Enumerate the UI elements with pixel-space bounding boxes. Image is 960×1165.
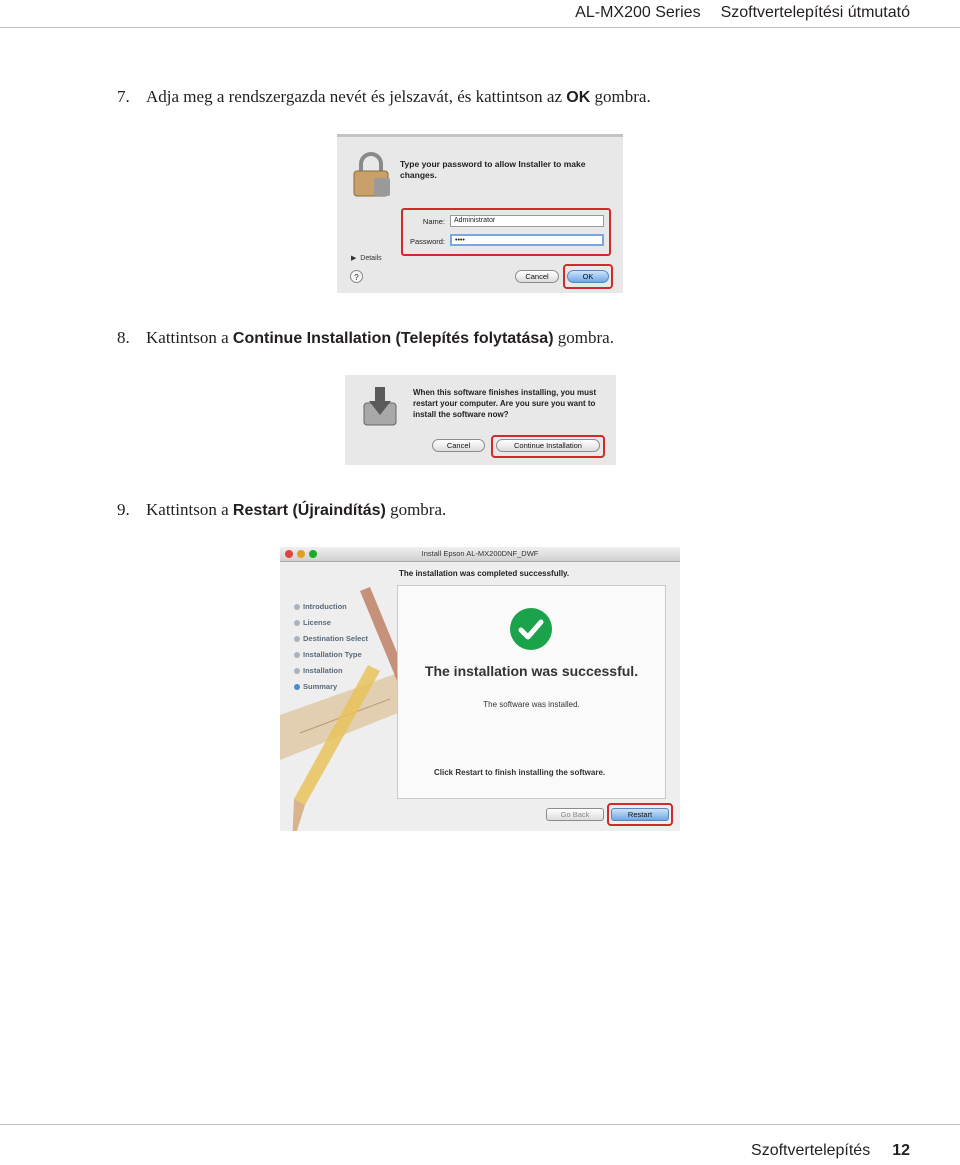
sidebar-item-introduction [294,602,347,611]
installer-disk-icon [361,385,399,427]
disclosure-triangle-icon: ▶ [351,255,357,262]
step-dot-icon [294,604,300,610]
sidebar-item-label: Installation Type [303,650,362,659]
cancel-button[interactable]: Cancel [515,270,559,283]
cancel-button[interactable]: Cancel [432,439,485,452]
installer-heading: The installation was completed successfully. [399,569,570,578]
installer-sidebar [280,585,398,831]
close-window-button[interactable] [285,550,293,558]
step-text: Kattintson a [146,500,233,519]
sidebar-item-license [294,618,331,627]
details-label: Details [360,255,382,262]
step-8 [117,328,614,348]
minimize-window-button[interactable] [297,550,305,558]
step-9 [117,500,446,520]
step-number: 8. [117,328,130,347]
password-label: Password: [409,237,445,246]
name-field[interactable]: Administrator [450,215,604,227]
window-titlebar [280,547,680,562]
details-disclosure[interactable] [351,254,382,262]
name-label: Name: [422,217,445,226]
success-title: The installation was successful. [424,663,639,679]
running-header [575,0,910,26]
step-dot-icon [294,668,300,674]
zoom-window-button[interactable] [309,550,317,558]
step-text: Adja meg a rendszergazda nevét és jelszavát, és kattintson az [146,87,567,106]
header-product: AL-MX200 Series [575,4,701,21]
success-detail: The software was installed. [483,700,580,709]
step-text-end: gombra. [553,328,614,347]
step-bold-term: Restart (Újraindítás) [232,502,386,519]
installer-window-screenshot [280,547,680,831]
footer-section: Szoftvertelepítés [751,1142,871,1159]
step-dot-icon [294,652,300,658]
continue-installation-button[interactable]: Continue Installation [496,439,600,452]
restart-confirm-screenshot [345,375,616,465]
step-text-end: gombra. [590,87,651,106]
sidebar-item-installation [294,666,343,675]
lock-icon [350,152,392,198]
footer-rule [0,1124,960,1125]
step-bold-term: Continue Installation (Telepítés folytatása) [232,330,554,347]
step-7 [117,87,651,107]
running-footer [751,1142,910,1160]
restart-button[interactable]: Restart [611,808,669,821]
step-dot-icon [294,636,300,642]
help-icon[interactable]: ? [350,270,363,283]
installer-content-panel [397,585,666,799]
step-bold-term: OK [566,89,591,106]
auth-message: Type your password to allow Installer to make changes. [400,159,586,180]
sidebar-item-summary [294,682,337,691]
step-text-end: gombra. [385,500,447,519]
sidebar-item-label: Introduction [303,602,347,611]
window-title: Install Epson AL-MX200DNF_DWF [421,549,539,558]
credentials-highlight [401,208,611,256]
sidebar-item-label: Installation [303,666,343,675]
header-guide-title: Szoftvertelepítési útmutató [720,4,910,21]
step-number: 9. [117,500,130,519]
current-step-dot-icon [294,684,300,690]
sidebar-item-label: License [303,618,331,627]
success-checkmark-icon [510,608,552,650]
auth-dialog-screenshot [337,134,623,293]
restart-instruction: Click Restart to finish installing the software. [434,768,606,777]
sidebar-item-label: Destination Select [303,634,369,643]
sidebar-item-label: Summary [303,682,338,691]
step-text: Kattintson a [146,328,233,347]
password-field[interactable]: •••• [450,234,604,246]
step-number: 7. [117,87,130,106]
step-dot-icon [294,620,300,626]
page-number: 12 [892,1142,910,1159]
go-back-button[interactable]: Go Back [546,808,604,821]
sidebar-item-installation-type [294,650,362,659]
header-rule [0,27,960,28]
sidebar-item-destination-select [294,634,368,643]
ok-button[interactable]: OK [567,270,609,283]
restart-warning-message: When this software finishes installing, you must restart your computer. Are you sure you want to install the software now? [413,388,597,419]
